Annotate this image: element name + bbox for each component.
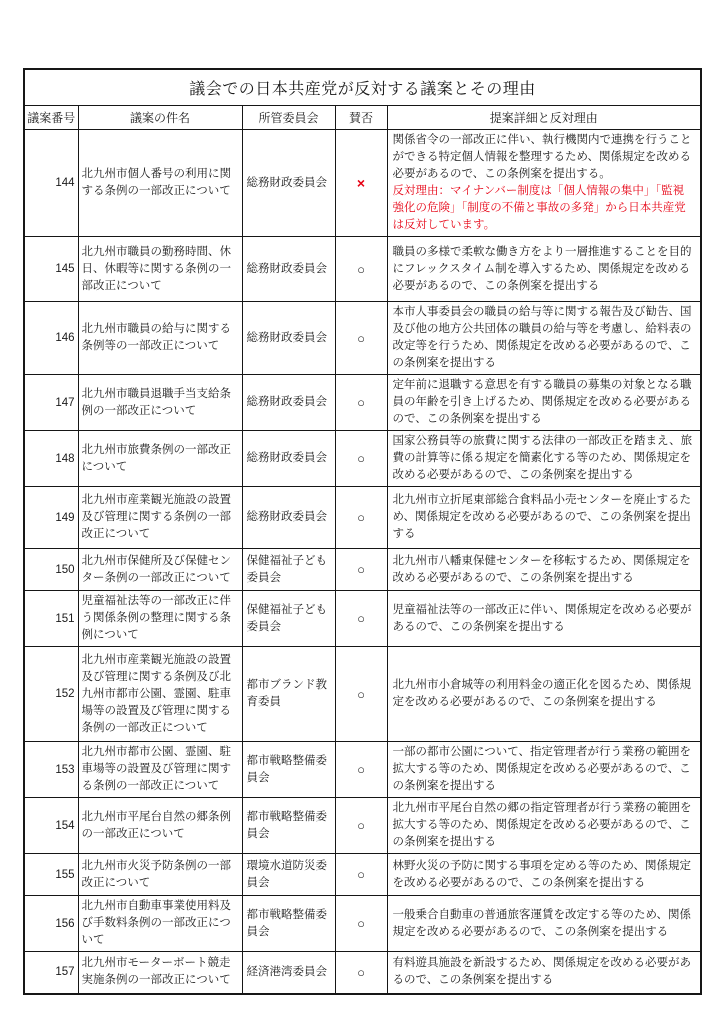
bill-number-cell: 155 — [24, 854, 78, 896]
proposal-detail-text: 有料遊具施設を新設するため、関係規定を改める必要があるので、この条例案を提出する — [392, 957, 692, 987]
proposal-detail-text: 一般乗合自動車の普通旅客運賃を改定する等のため、関係規定を改める必要があるので、この条例案を提出する — [392, 908, 692, 938]
table-row — [24, 549, 701, 591]
committee-cell: 総務財政委員会 — [242, 130, 335, 237]
proposal-detail-text: 定年前に退職する意思を有する職員の募集の対象となる職員の年齢を引き上げるため、関係規定を改める必要があるので、この条例案を提出する — [392, 379, 692, 425]
bill-number-cell: 153 — [24, 742, 78, 798]
detail-cell — [387, 952, 701, 994]
detail-cell — [387, 487, 701, 549]
column-header-detail-reason: 提案詳細と反対理由 — [387, 106, 701, 130]
opposition-reason-text: 反対理由：マイナンバー制度は「個人情報の集中」「監視強化の危険」「制度の不備と事故の多発」から日本共産党は反対しています。 — [392, 185, 686, 231]
detail-cell — [387, 302, 701, 375]
vote-cell — [335, 591, 387, 647]
proposal-detail-text: 北九州市立折尾東部総合食料品小売センターを廃止するため、関係規定を改める必要があるので、この条例案を提出する — [392, 494, 692, 540]
vote-mark: ○ — [357, 395, 365, 410]
vote-mark: ○ — [357, 330, 365, 346]
proposal-detail-text: 林野火災の予防に関する事項を定める等のため、関係規定を改める必要があるので、この条例案を提出する — [392, 859, 692, 889]
detail-cell — [387, 237, 701, 302]
vote-cell — [335, 130, 387, 237]
detail-cell — [387, 896, 701, 952]
bill-number-cell: 156 — [24, 896, 78, 952]
proposal-detail-text: 関係省令の一部改正に伴い、執行機関内で連携を行うことができる特定個人情報を整理するため、関係規定を改める必要があるので、この条例案を提出する。 — [392, 134, 692, 180]
table-row — [24, 854, 701, 896]
vote-cell — [335, 647, 387, 742]
vote-cell — [335, 487, 387, 549]
page-title: 議会での日本共産党が反対する議案とその理由 — [24, 69, 701, 106]
table-row — [24, 742, 701, 798]
vote-cell — [335, 237, 387, 302]
committee-cell: 都市ブランド教育委員 — [242, 647, 335, 742]
table-row — [24, 591, 701, 647]
bill-number-cell: 149 — [24, 487, 78, 549]
bill-title-cell: 北九州市保健所及び保健センター条例の一部改正について — [78, 549, 242, 591]
vote-cell — [335, 302, 387, 375]
committee-cell: 総務財政委員会 — [242, 375, 335, 431]
vote-mark: ○ — [357, 762, 365, 777]
bill-number-cell: 154 — [24, 798, 78, 854]
proposal-detail-text: 北九州市小倉城等の利用料金の適正化を図るため、関係規定を改める必要があるので、この条例案を提出する — [392, 679, 692, 708]
bill-title-cell: 北九州市産業観光施設の設置及び管理に関する条例の一部改正について — [78, 487, 242, 549]
bills-table — [23, 68, 702, 995]
column-header-row — [24, 106, 701, 130]
table-row — [24, 302, 701, 375]
committee-cell: 総務財政委員会 — [242, 431, 335, 487]
vote-cell — [335, 742, 387, 798]
proposal-detail-text: 北九州市平尾台自然の郷の指定管理者が行う業務の範囲を拡大する等のため、関係規定を改める必要があるので、この条例案を提出する — [392, 802, 692, 848]
vote-mark: ○ — [357, 916, 365, 931]
vote-mark: ○ — [357, 818, 365, 833]
detail-cell — [387, 591, 701, 647]
detail-cell — [387, 647, 701, 742]
document-title-row — [24, 69, 701, 106]
bill-title-cell: 北九州市自動車事業使用料及び手数料条例の一部改正について — [78, 896, 242, 952]
detail-cell — [387, 130, 701, 237]
vote-cell — [335, 952, 387, 994]
table-row — [24, 952, 701, 994]
bill-number-cell: 148 — [24, 431, 78, 487]
table-row — [24, 237, 701, 302]
proposal-detail-text: 児童福祉法等の一部改正に伴い、関係規定を改める必要があるので、この条例案を提出する — [392, 603, 692, 633]
detail-cell — [387, 549, 701, 591]
table-row — [24, 647, 701, 742]
bill-title-cell: 北九州市旅費条例の一部改正について — [78, 431, 242, 487]
committee-cell: 総務財政委員会 — [242, 302, 335, 375]
table-row — [24, 375, 701, 431]
vote-mark: ○ — [357, 451, 365, 466]
bill-title-cell: 北九州市職員退職手当支給条例の一部改正について — [78, 375, 242, 431]
bill-number-cell: 144 — [24, 130, 78, 237]
detail-cell — [387, 798, 701, 854]
bill-number-cell: 151 — [24, 591, 78, 647]
table-row — [24, 487, 701, 549]
committee-cell: 総務財政委員会 — [242, 487, 335, 549]
column-header-committee: 所管委員会 — [242, 106, 335, 130]
bill-number-cell: 146 — [24, 302, 78, 375]
committee-cell: 都市戦略整備委員会 — [242, 742, 335, 798]
committee-cell: 経済港湾委員会 — [242, 952, 335, 994]
vote-cell — [335, 549, 387, 591]
committee-cell: 都市戦略整備委員会 — [242, 896, 335, 952]
bill-title-cell: 北九州市個人番号の利用に関する条例の一部改正について — [78, 130, 242, 237]
bill-opposition-table-sheet — [23, 68, 700, 995]
column-header-bill-number: 議案番号 — [24, 106, 78, 130]
committee-cell: 保健福祉子ども委員会 — [242, 591, 335, 647]
bill-title-cell: 児童福祉法等の一部改正に伴う関係条例の整理に関する条例について — [78, 591, 242, 647]
column-header-vote: 賛否 — [335, 106, 387, 130]
bill-title-cell: 北九州市モーターボート競走実施条例の一部改正について — [78, 952, 242, 994]
proposal-detail-text: 職員の多様で柔軟な働き方をより一層推進することを目的にフレックスタイム制を導入するため、関係規定を改める必要があるので、この条例案を提出する — [392, 245, 692, 292]
vote-mark: × — [356, 175, 366, 191]
vote-cell — [335, 854, 387, 896]
column-header-bill-title: 議案の件名 — [78, 106, 242, 130]
vote-cell — [335, 431, 387, 487]
bill-number-cell: 145 — [24, 237, 78, 302]
vote-mark: ○ — [357, 510, 365, 525]
vote-mark: ○ — [357, 867, 365, 882]
vote-mark: ○ — [357, 562, 365, 577]
bill-title-cell: 北九州市都市公園、霊園、駐車場等の設置及び管理に関する条例の一部改正について — [78, 742, 242, 798]
detail-cell — [387, 375, 701, 431]
vote-cell — [335, 896, 387, 952]
bill-number-cell: 150 — [24, 549, 78, 591]
bill-number-cell: 152 — [24, 647, 78, 742]
detail-cell — [387, 854, 701, 896]
proposal-detail-text: 本市人事委員会の職員の給与等に関する報告及び勧告、国及び他の地方公共団体の職員の給与等を考慮し、給料表の改定等を行うため、関係規定を改める必要があるので、この条例案を提出する — [392, 306, 692, 369]
bill-number-cell: 157 — [24, 952, 78, 994]
bill-title-cell: 北九州市産業観光施設の設置及び管理に関する条例及び北九州市都市公園、霊園、駐車場等の設置及び管理に関する条例の一部改正について — [78, 647, 242, 742]
bill-title-cell: 北九州市平尾台自然の郷条例の一部改正について — [78, 798, 242, 854]
vote-mark: ○ — [357, 261, 365, 277]
bill-title-cell: 北九州市職員の勤務時間、休日、休暇等に関する条例の一部改正について — [78, 237, 242, 302]
proposal-detail-text: 国家公務員等の旅費に関する法律の一部改正を踏まえ、旅費の計算等に係る規定を簡素化する等のため、関係規定を改める必要があるので、この条例案を提出する — [392, 435, 693, 481]
vote-mark: ○ — [357, 686, 365, 702]
table-row — [24, 896, 701, 952]
bill-number-cell: 147 — [24, 375, 78, 431]
vote-mark: ○ — [357, 964, 365, 980]
detail-cell — [387, 742, 701, 798]
committee-cell: 保健福祉子ども委員会 — [242, 549, 335, 591]
proposal-detail-text: 一部の都市公園について、指定管理者が行う業務の範囲を拡大する等のため、関係規定を改める必要があるので、この条例案を提出する — [392, 746, 692, 792]
bill-title-cell: 北九州市職員の給与に関する条例等の一部改正について — [78, 302, 242, 375]
detail-cell — [387, 431, 701, 487]
table-body — [24, 130, 701, 994]
bill-title-cell: 北九州市火災予防条例の一部改正について — [78, 854, 242, 896]
proposal-detail-text: 北九州市八幡東保健センターを移転するため、関係規定を改める必要があるので、この条例案を提出する — [392, 554, 691, 584]
table-row — [24, 431, 701, 487]
table-row — [24, 798, 701, 854]
vote-cell — [335, 375, 387, 431]
committee-cell: 総務財政委員会 — [242, 237, 335, 302]
table-row — [24, 130, 701, 237]
vote-mark: ○ — [357, 611, 365, 626]
committee-cell: 都市戦略整備委員会 — [242, 798, 335, 854]
vote-cell — [335, 798, 387, 854]
committee-cell: 環境水道防災委員会 — [242, 854, 335, 896]
